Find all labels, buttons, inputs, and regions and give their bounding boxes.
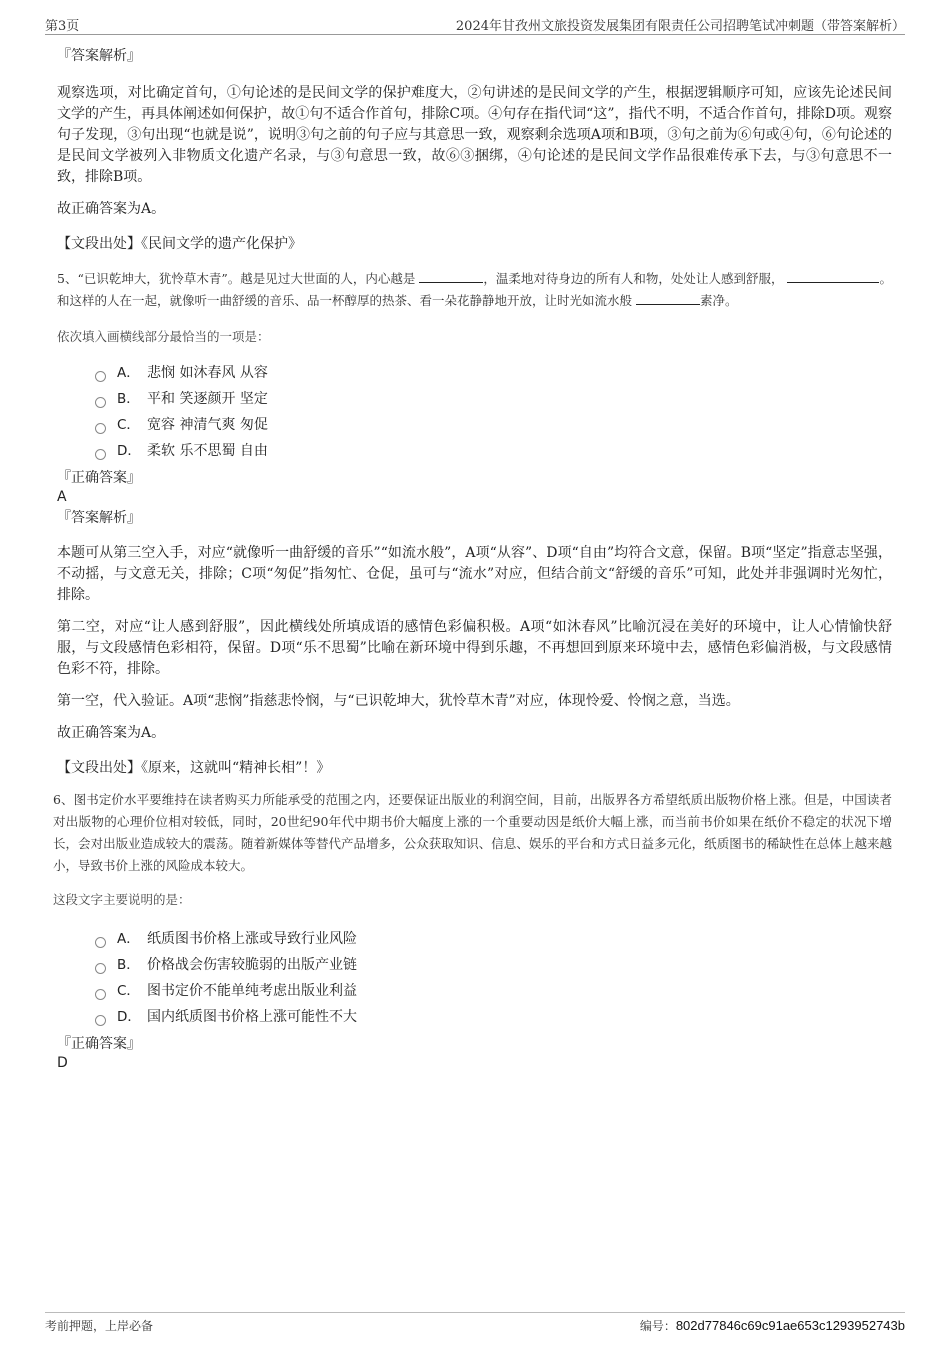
radio-icon[interactable] [95, 449, 106, 460]
question-5-options [57, 360, 892, 464]
option-letter: C． [117, 417, 140, 433]
analysis-paragraph-2: 第二空，对应“让人感到舒服”，因此横线处所填成语的感情色彩偏积极。A项“如沐春风”比喻沉浸在美好的环境中，让人心情愉快舒服，与文段感情色彩相符，保留。D项“乐不思蜀”比喻在新环境中得到乐趣，不再想回到原来环境中去，感情色彩偏消极，与文段感情色彩不符，排除。 [57, 619, 892, 677]
option-c[interactable] [95, 978, 892, 1004]
question-5-part4: 素净。 [700, 293, 738, 308]
fill-blank-3 [636, 292, 700, 305]
page-number: 第3页 [45, 19, 80, 34]
option-text: 宽容 神清气爽 匆促 [147, 417, 268, 433]
radio-icon[interactable] [95, 423, 106, 434]
option-letter: D． [117, 443, 141, 459]
analysis-paragraph-1: 本题可从第三空入手，对应“就像听一曲舒缓的音乐”“如流水般”，A项“从容”、D项“自由”均符合文意，保留。B项“坚定”指意志坚强，不动摇，与文意无关，排除；C项“匆促”指匆忙、仓促，虽可与“流水”对应，但结合前文“舒缓的音乐”可知，此处并非强调时光匆忙，排除。 [57, 545, 892, 603]
option-text: 悲悯 如沐春风 从容 [147, 365, 268, 381]
option-text: 图书定价不能单纯考虑出版业利益 [147, 983, 357, 999]
option-text: 纸质图书价格上涨或导致行业风险 [147, 931, 357, 947]
correct-answer-label: 『正确答案』 [57, 470, 141, 486]
question-5-text [57, 268, 892, 312]
page-footer [45, 1312, 905, 1335]
page-content [53, 44, 892, 1072]
conclusion-text: 故正确答案为A。 [57, 725, 166, 741]
question-5-part2: ，温柔地对待身边的所有人和物，处处让人感到舒服， [483, 271, 784, 286]
analysis-label: 『答案解析』 [57, 510, 141, 526]
option-d[interactable] [95, 1004, 892, 1030]
correct-answer-label: 『正确答案』 [57, 1036, 141, 1052]
radio-icon[interactable] [95, 1015, 106, 1026]
option-a[interactable] [95, 926, 892, 952]
option-text: 柔软 乐不思蜀 自由 [147, 443, 268, 459]
radio-icon[interactable] [95, 989, 106, 1000]
option-b[interactable] [95, 952, 892, 978]
question-6-options [57, 926, 892, 1030]
fill-blank-2a [787, 270, 849, 283]
option-c[interactable] [95, 412, 892, 438]
radio-icon[interactable] [95, 371, 106, 382]
option-text: 价格战会伤害较脆弱的出版产业链 [147, 957, 357, 973]
question-6-text: 6、图书定价水平要维持在读者购买力所能承受的范围之内，还要保证出版业的利润空间，目前，出版界各方希望纸质出版物价格上涨。但是，中国读者对出版物的心理价位相对较低，同时，20世纪90年代中期书价大幅度上涨的一个重要动因是纸价大幅上涨，而当前书价如果在纸价不稳定的状况下增长，会对出版业造成较大的震荡。随着新媒体等替代产品增多，公众获取知识、信息、娱乐的平台和方式日益多元化，纸质图书的稀缺性在总体上越来越小，导致书价上涨的风险成本较大。 [53, 792, 892, 873]
code-label: 编号： [639, 1319, 676, 1333]
analysis-paragraph-3: 第一空，代入验证。A项“悲悯”指慈悲怜悯，与“已识乾坤大，犹怜草木青”对应，体现怜爱、怜悯之意，当选。 [57, 693, 740, 709]
option-letter: A． [117, 365, 140, 381]
option-letter: B． [117, 957, 140, 973]
analysis-text: 观察选项，对比确定首句，①句论述的是民间文学的保护难度大，②句讲述的是民间文学的产生，根据逻辑顺序可知，应该先论述民间文学的产生，再具体阐述如何保护，故①句不适合作首句，排除C项。④句存在指代词“这”，指代不明，不适合作首句，排除D项。观察句子发现，③句出现“也就是说”，说明③句之前的句子应与其意思一致，观察剩余选项A项和B项，③句之前为⑥句或④句，⑥句论述的是民间文学被列入非物质文化遗产名录，与③句意思一致，故⑥③捆绑，④句论述的是民间文学作品很难传承下去，与③句意思不一致，排除B项。 [57, 85, 892, 185]
option-letter: B． [117, 391, 140, 407]
option-d[interactable] [95, 438, 892, 464]
radio-icon[interactable] [95, 937, 106, 948]
code-value: 802d77846c69c91ae653c1293952743b [675, 1318, 905, 1333]
conclusion-text: 故正确答案为A。 [57, 201, 166, 217]
correct-answer: A [57, 489, 67, 505]
question-6-prompt: 这段文字主要说明的是： [53, 892, 191, 907]
source-citation: 【文段出处】《民间文学的遗产化保护》 [57, 236, 302, 252]
option-b[interactable] [95, 386, 892, 412]
question-5-part3: 。和这样的人在一起，就像听一曲舒缓的音乐、品一杯醇厚的热茶、看一朵花静静地开放，让时光如流水般 [57, 271, 892, 308]
fill-blank-1 [419, 270, 483, 283]
radio-icon[interactable] [95, 963, 106, 974]
page-header [45, 14, 905, 35]
question-5-part1: 5、“已识乾坤大，犹怜草木青”。越是见过大世面的人，内心越是 [57, 271, 416, 286]
fill-blank-2b [849, 270, 879, 283]
correct-answer: D [57, 1055, 68, 1071]
source-citation: 【文段出处】《原来，这就叫“精神长相”！》 [57, 760, 331, 776]
option-letter: C． [117, 983, 140, 999]
document-title: 2024年甘孜州文旅投资发展集团有限责任公司招聘笔试冲刺题（带答案解析） [455, 19, 905, 34]
option-letter: A． [117, 931, 140, 947]
question-5-prompt: 依次填入画横线部分最恰当的一项是： [57, 329, 270, 344]
option-letter: D． [117, 1009, 141, 1025]
radio-icon[interactable] [95, 397, 106, 408]
analysis-label: 『答案解析』 [57, 48, 141, 64]
footer-slogan: 考前押题，上岸必备 [45, 1319, 154, 1333]
document-code [640, 1317, 905, 1334]
option-text: 平和 笑逐颜开 坚定 [147, 391, 268, 407]
option-a[interactable] [95, 360, 892, 386]
option-text: 国内纸质图书价格上涨可能性不大 [147, 1009, 357, 1025]
